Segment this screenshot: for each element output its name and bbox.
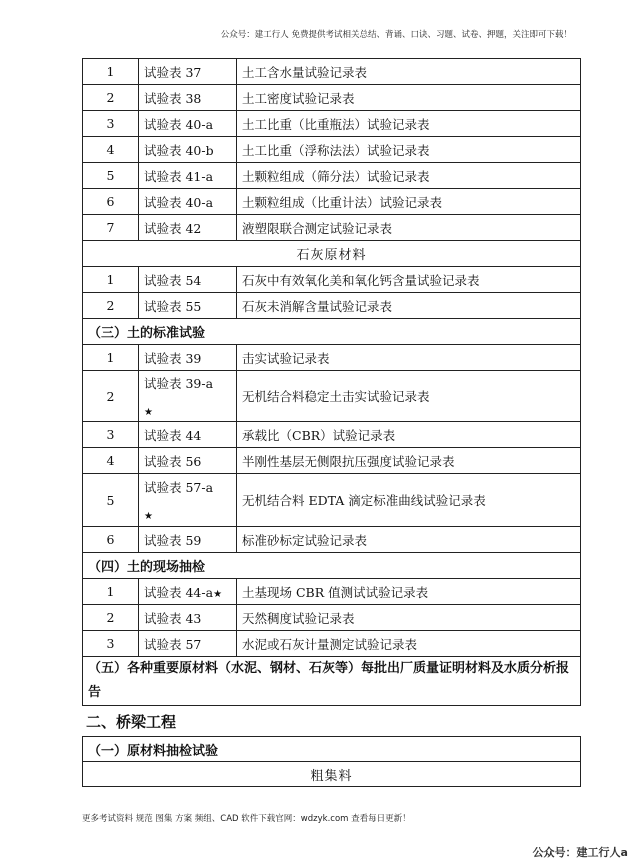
- row-number: 2: [83, 371, 139, 422]
- coarse-aggregate-header: 粗集料: [83, 762, 581, 787]
- table-row: [83, 189, 581, 215]
- form-name: 水泥或石灰计量测定试验记录表: [237, 631, 581, 657]
- form-name: 无机结合料 EDTA 滴定标准曲线试验记录表: [237, 474, 581, 527]
- form-code: 试验表 39: [139, 345, 237, 371]
- table-row: [83, 448, 581, 474]
- row-number: 5: [83, 474, 139, 527]
- row-number: 1: [83, 345, 139, 371]
- star-icon: ★: [144, 407, 153, 418]
- form-name: 土颗粒组成（筛分法）试验记录表: [237, 163, 581, 189]
- form-name: 土工含水量试验记录表: [237, 59, 581, 85]
- form-code: 试验表 55: [139, 293, 237, 319]
- heading-bridge-engineering: 二、桥梁工程: [86, 713, 177, 731]
- form-name: 石灰中有效氧化美和氧化钙含量试验记录表: [237, 267, 581, 293]
- test-record-table: [82, 58, 581, 706]
- form-code: 试验表 57: [139, 631, 237, 657]
- table-row: [83, 267, 581, 293]
- row-number: 3: [83, 111, 139, 137]
- form-code: 试验表 40-a: [139, 189, 237, 215]
- table-row: [83, 631, 581, 657]
- form-code: 试验表 38: [139, 85, 237, 111]
- form-code: 试验表 43: [139, 605, 237, 631]
- row-number: 2: [83, 85, 139, 111]
- table-row: [83, 59, 581, 85]
- row-number: 4: [83, 137, 139, 163]
- material-row: [83, 762, 581, 787]
- row-number: 3: [83, 422, 139, 448]
- form-code: 试验表 57-a: [144, 480, 214, 495]
- form-code: 试验表 56: [139, 448, 237, 474]
- form-name: 土颗粒组成（比重计法）试验记录表: [237, 189, 581, 215]
- section-row: [83, 737, 581, 762]
- form-name: 半刚性基层无侧限抗压强度试验记录表: [237, 448, 581, 474]
- header-note: 公众号：建工行人 免费提供考试相关总结、背诵、口诀、习题、试卷、押题，关注即可下载！: [220, 30, 572, 40]
- form-name: 天然稠度试验记录表: [237, 605, 581, 631]
- table-row: [83, 371, 581, 422]
- table-row: [83, 163, 581, 189]
- row-number: 1: [83, 579, 139, 605]
- section-row: [83, 319, 581, 345]
- form-code: 试验表 42: [139, 215, 237, 241]
- row-number: 4: [83, 448, 139, 474]
- row-number: 5: [83, 163, 139, 189]
- table-row: [83, 85, 581, 111]
- row-number: 7: [83, 215, 139, 241]
- section-standard-test: （三）土的标准试验: [83, 319, 581, 345]
- form-name: 石灰未消解含量试验记录表: [237, 293, 581, 319]
- form-code: 试验表 39-a: [144, 376, 214, 391]
- form-name: 液塑限联合测定试验记录表: [237, 215, 581, 241]
- table-row: [83, 111, 581, 137]
- form-code: 试验表 54: [139, 267, 237, 293]
- form-code: 试验表 40-a: [139, 111, 237, 137]
- form-code: 试验表 40-b: [139, 137, 237, 163]
- section-raw-material-certificates: （五）各种重要原材料（水泥、钢材、石灰等）每批出厂质量证明材料及水质分析报告: [83, 657, 581, 706]
- form-name: 击实试验记录表: [237, 345, 581, 371]
- section-field-inspection: （四）土的现场抽检: [83, 553, 581, 579]
- star-icon: ★: [144, 511, 153, 522]
- row-number: 2: [83, 605, 139, 631]
- row-number: 1: [83, 267, 139, 293]
- form-name: 承载比（CBR）试验记录表: [237, 422, 581, 448]
- form-code: 试验表 44-a: [144, 584, 214, 600]
- form-code-cell: [139, 474, 237, 527]
- table-row: [83, 293, 581, 319]
- table-row: [83, 345, 581, 371]
- form-code: 试验表 44: [139, 422, 237, 448]
- form-name: 土工比重（浮称法法）试验记录表: [237, 137, 581, 163]
- brand-label: 公众号：建工行人a: [532, 846, 628, 859]
- table-row: [83, 137, 581, 163]
- section-row: [83, 657, 581, 706]
- bridge-table: [82, 736, 581, 787]
- section-raw-material-inspection: （一）原材料抽检试验: [83, 737, 581, 762]
- form-name: 无机结合料稳定土击实试验记录表: [237, 371, 581, 422]
- table-row: [83, 474, 581, 527]
- form-name: 标准砂标定试验记录表: [237, 527, 581, 553]
- form-code: 试验表 59: [139, 527, 237, 553]
- star-icon: ★: [213, 588, 223, 600]
- lime-material-header: 石灰原材料: [83, 241, 581, 267]
- row-number: 1: [83, 59, 139, 85]
- table-row: [83, 422, 581, 448]
- form-name: 土基现场 CBR 值测试试验记录表: [237, 579, 581, 605]
- form-name: 土工密度试验记录表: [237, 85, 581, 111]
- table-row: [83, 579, 581, 605]
- form-name: 土工比重（比重瓶法）试验记录表: [237, 111, 581, 137]
- row-number: 3: [83, 631, 139, 657]
- form-code: 试验表 37: [139, 59, 237, 85]
- table-row: [83, 605, 581, 631]
- row-number: 6: [83, 189, 139, 215]
- form-code: 试验表 41-a: [139, 163, 237, 189]
- table-row: [83, 527, 581, 553]
- form-code-cell: [139, 371, 237, 422]
- row-number: 6: [83, 527, 139, 553]
- form-code-cell: [139, 579, 237, 605]
- footer-note: 更多考试资料 规范 图集 方案 频组、CAD 软件下载官网：wdzyk.com 查看每日更新！: [82, 814, 411, 824]
- row-number: 2: [83, 293, 139, 319]
- section-row: [83, 553, 581, 579]
- table-row: [83, 215, 581, 241]
- lime-header-row: [83, 241, 581, 267]
